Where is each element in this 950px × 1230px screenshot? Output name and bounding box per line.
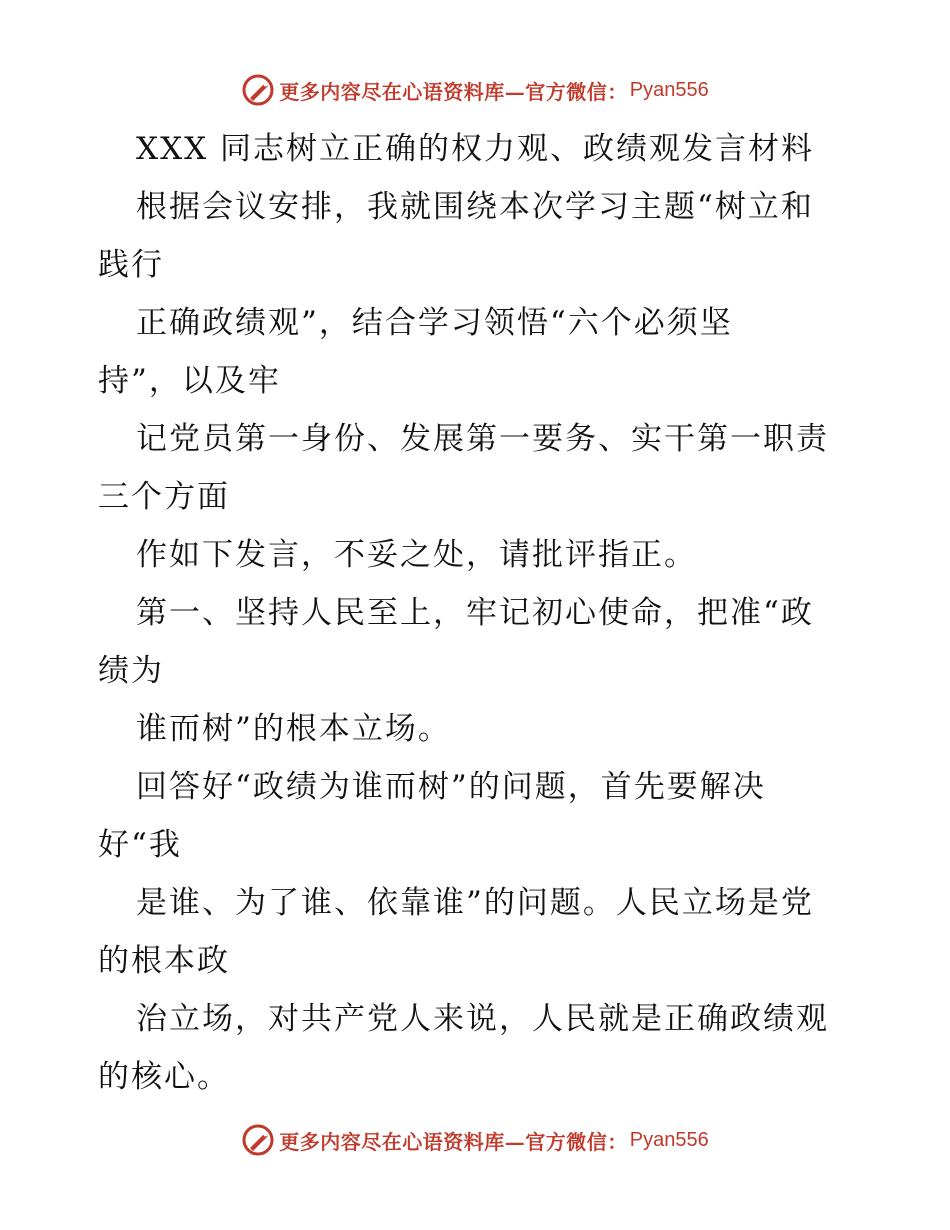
watermark-text: 更多内容尽在心语资料库—官方微信： xyxy=(279,79,628,104)
paragraph-line: 记党员第一身份、发展第一要务、实干第一职责 xyxy=(136,421,829,457)
pen-logo-icon xyxy=(241,1123,275,1157)
paragraph-line: 是谁、为了谁、依靠谁”的问题。人民立场是党 xyxy=(136,885,814,921)
footer-watermark xyxy=(0,1120,950,1160)
paragraph-line: 好“我 xyxy=(98,827,182,863)
watermark-text: 更多内容尽在心语资料库—官方微信： xyxy=(279,1129,628,1154)
pen-logo-icon xyxy=(241,73,275,107)
document-body xyxy=(98,120,858,1106)
paragraph-line: 治立场，对共产党人来说，人民就是正确政绩观 xyxy=(136,1001,829,1037)
paragraph-line: 的根本政 xyxy=(98,943,230,979)
paragraph-line: 持”，以及牢 xyxy=(98,363,281,399)
header-watermark xyxy=(0,70,950,110)
paragraph-line: 正确政绩观”，结合学习领悟“六个必须坚 xyxy=(136,305,733,341)
paragraph-line: 回答好“政绩为谁而树”的问题，首先要解决 xyxy=(136,769,766,805)
watermark-id: Pyan556 xyxy=(629,78,709,101)
doc-title: XXX 同志树立正确的权力观、政绩观发言材料 xyxy=(136,131,815,167)
paragraph-line: 的核心。 xyxy=(98,1059,230,1095)
section-heading-line: 绩为 xyxy=(98,653,164,689)
paragraph-line: 根据会议安排，我就围绕本次学习主题“树立和 xyxy=(136,189,814,225)
paragraph-line: 践行 xyxy=(98,247,164,283)
paragraph-line: 作如下发言，不妥之处，请批评指正。 xyxy=(136,537,697,573)
section-heading-line: 第一、坚持人民至上，牢记初心使命，把准“政 xyxy=(136,595,814,631)
paragraph-line: 三个方面 xyxy=(98,479,230,515)
watermark-id: Pyan556 xyxy=(629,1128,709,1151)
section-heading-line: 谁而树”的根本立场。 xyxy=(136,711,451,747)
